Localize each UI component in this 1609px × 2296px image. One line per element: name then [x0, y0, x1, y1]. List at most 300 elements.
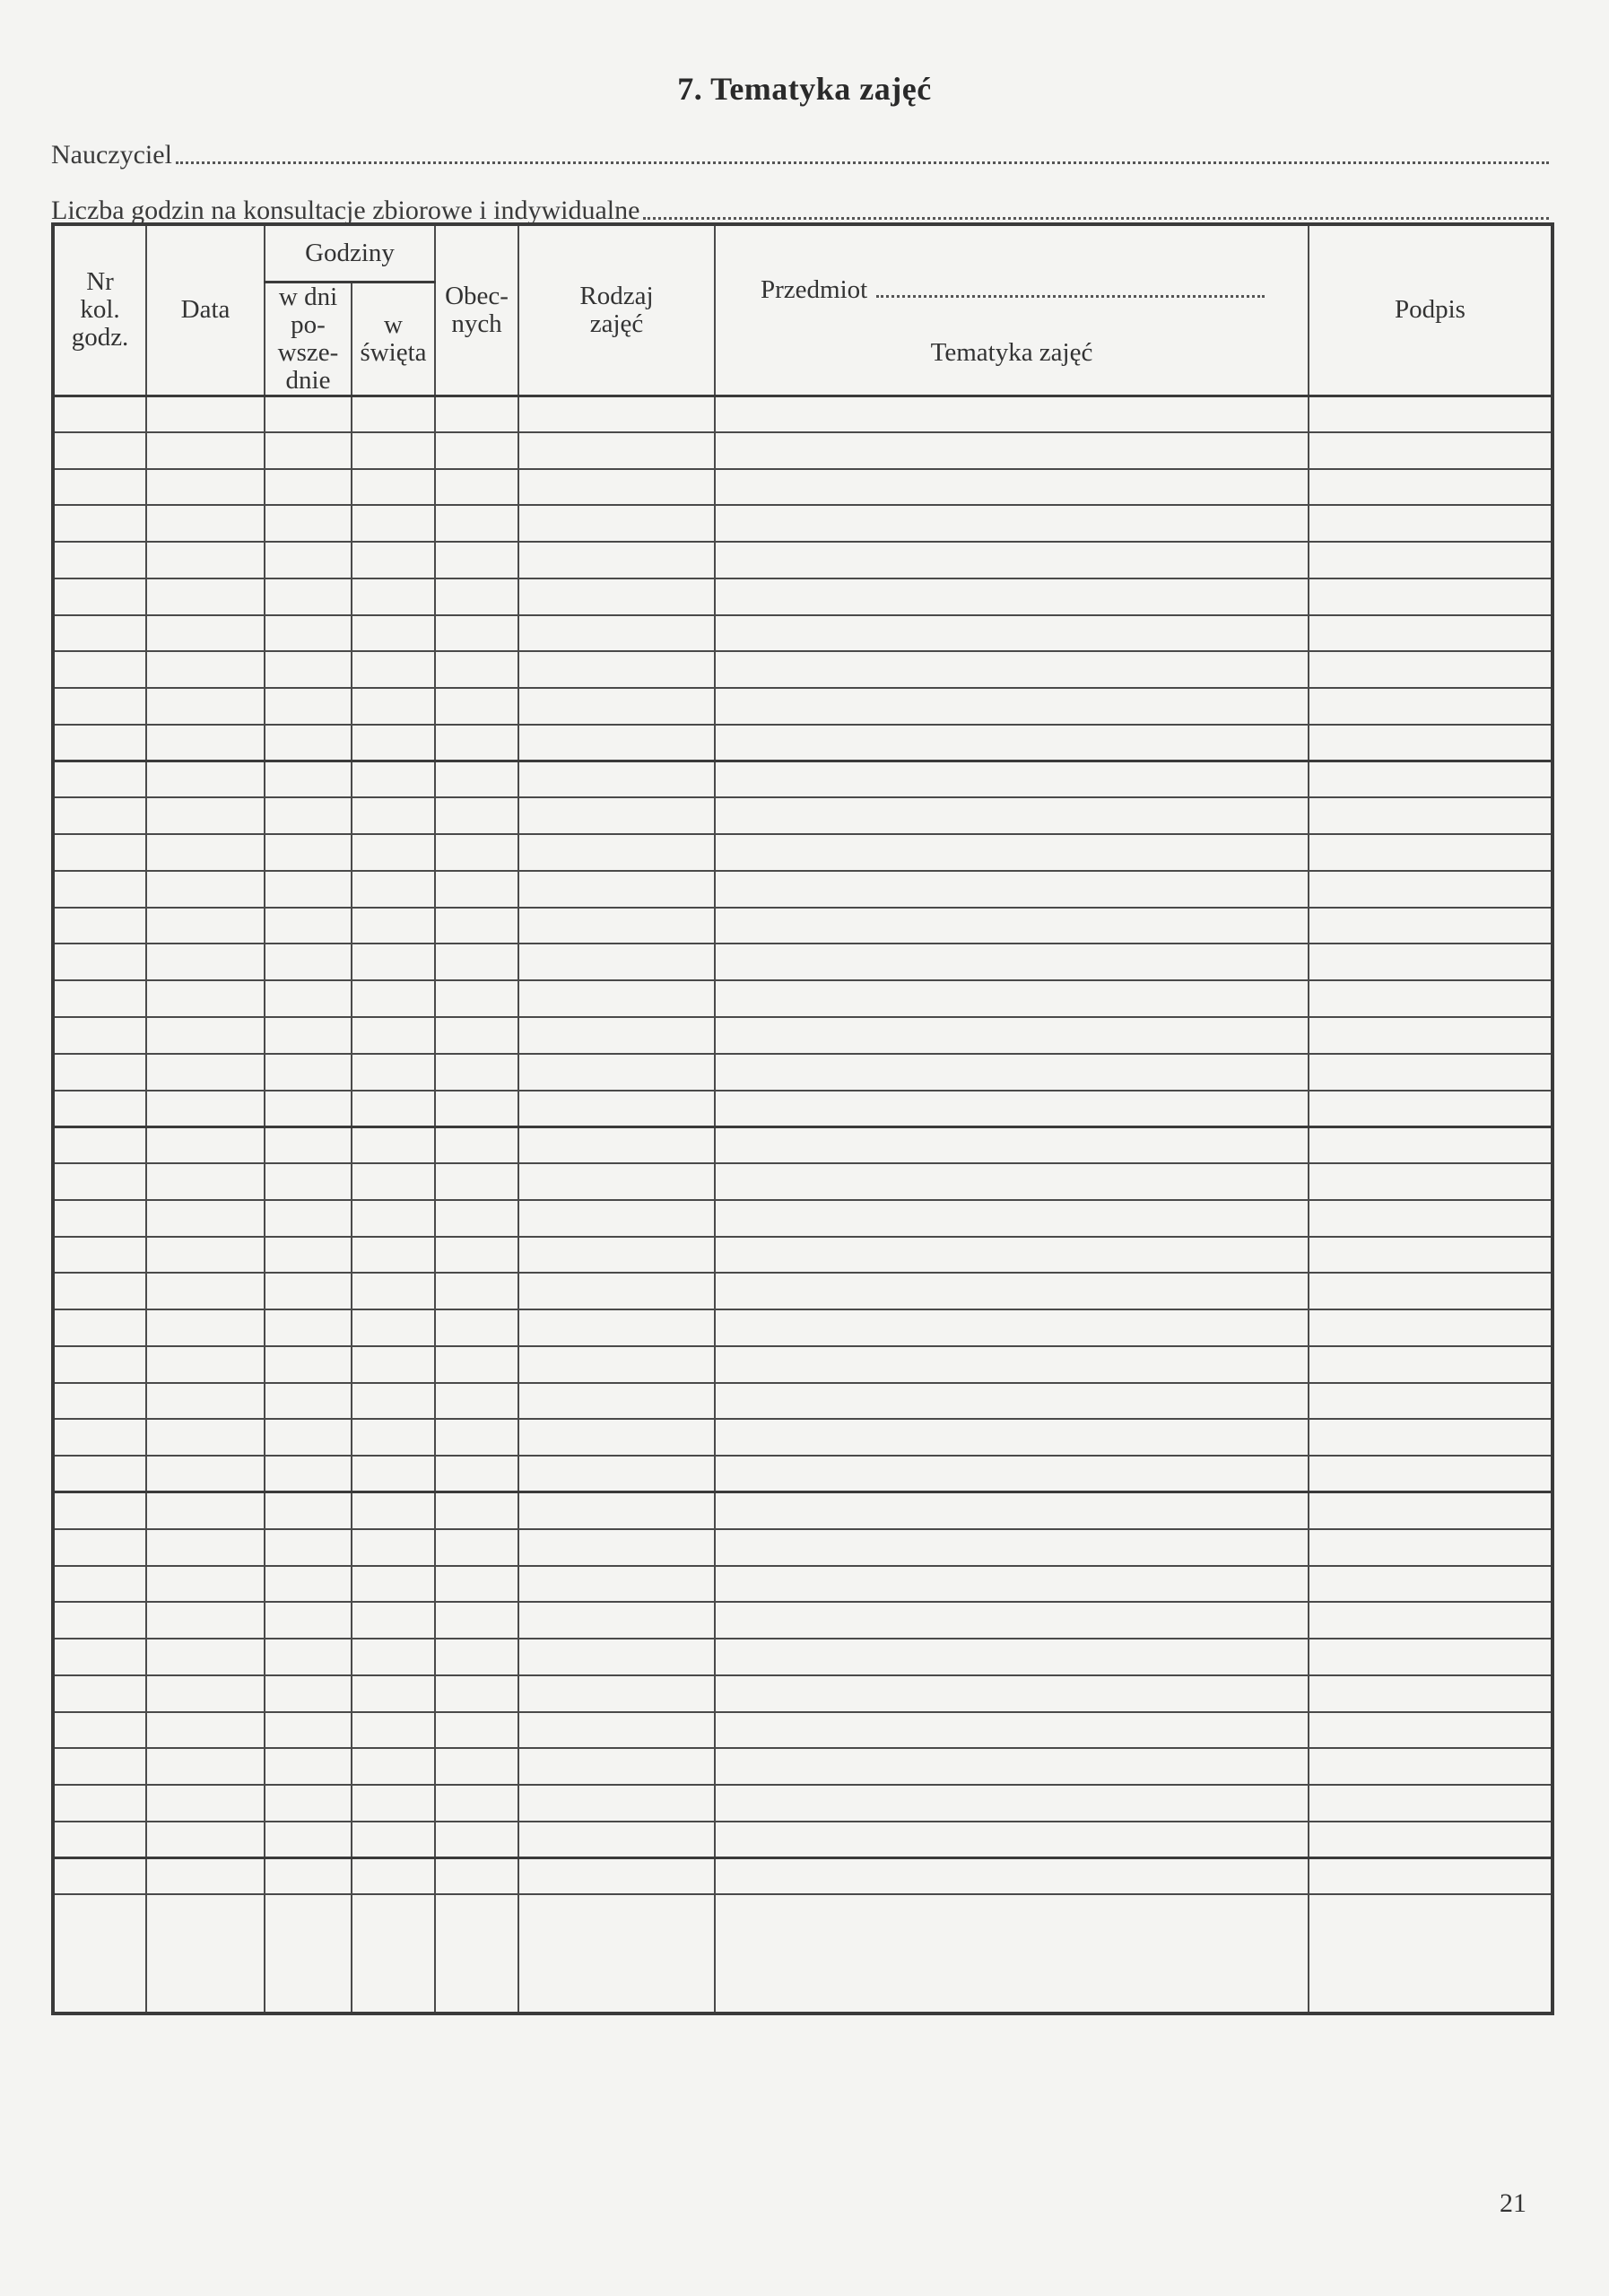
cell-obecnych[interactable]: [435, 1748, 518, 1785]
cell-tematyka[interactable]: [715, 1566, 1309, 1603]
cell-obecnych[interactable]: [435, 1566, 518, 1603]
cell-nr[interactable]: [53, 1419, 146, 1456]
cell-data[interactable]: [146, 1091, 265, 1127]
przedmiot-field[interactable]: [761, 276, 1265, 304]
cell-podpis[interactable]: [1309, 1200, 1552, 1237]
cell-podpis[interactable]: [1309, 797, 1552, 834]
cell-tematyka[interactable]: [715, 469, 1309, 506]
cell-weekdays[interactable]: [265, 797, 352, 834]
cell-tematyka[interactable]: [715, 1748, 1309, 1785]
cell-podpis[interactable]: [1309, 1419, 1552, 1456]
cell-data[interactable]: [146, 1017, 265, 1054]
cell-tematyka[interactable]: [715, 1346, 1309, 1383]
cell-nr[interactable]: [53, 725, 146, 761]
cell-obecnych[interactable]: [435, 1858, 518, 1895]
cell-holidays[interactable]: [352, 1602, 435, 1639]
cell-weekdays[interactable]: [265, 944, 352, 980]
cell-rodzaj[interactable]: [518, 1785, 715, 1822]
cell-holidays[interactable]: [352, 1419, 435, 1456]
cell-data[interactable]: [146, 871, 265, 908]
cell-holidays[interactable]: [352, 908, 435, 944]
cell-tematyka[interactable]: [715, 1163, 1309, 1200]
cell-data[interactable]: [146, 396, 265, 432]
cell-obecnych[interactable]: [435, 1091, 518, 1127]
cell-podpis[interactable]: [1309, 1126, 1552, 1163]
cell-tematyka[interactable]: [715, 432, 1309, 469]
cell-obecnych[interactable]: [435, 797, 518, 834]
cell-nr[interactable]: [53, 1126, 146, 1163]
cell-data[interactable]: [146, 469, 265, 506]
cell-nr[interactable]: [53, 1639, 146, 1675]
cell-rodzaj[interactable]: [518, 1566, 715, 1603]
cell-nr[interactable]: [53, 1054, 146, 1091]
cell-data[interactable]: [146, 1822, 265, 1858]
cell-holidays[interactable]: [352, 834, 435, 871]
cell-data[interactable]: [146, 1492, 265, 1529]
cell-data[interactable]: [146, 1894, 265, 2013]
cell-podpis[interactable]: [1309, 1822, 1552, 1858]
cell-holidays[interactable]: [352, 871, 435, 908]
cell-rodzaj[interactable]: [518, 542, 715, 578]
cell-weekdays[interactable]: [265, 432, 352, 469]
cell-holidays[interactable]: [352, 725, 435, 761]
cell-data[interactable]: [146, 432, 265, 469]
cell-nr[interactable]: [53, 871, 146, 908]
cell-tematyka[interactable]: [715, 944, 1309, 980]
cell-obecnych[interactable]: [435, 651, 518, 688]
cell-weekdays[interactable]: [265, 980, 352, 1017]
cell-rodzaj[interactable]: [518, 1675, 715, 1712]
cell-tematyka[interactable]: [715, 1675, 1309, 1712]
cell-tematyka[interactable]: [715, 797, 1309, 834]
cell-obecnych[interactable]: [435, 469, 518, 506]
cell-tematyka[interactable]: [715, 505, 1309, 542]
cell-weekdays[interactable]: [265, 1785, 352, 1822]
cell-rodzaj[interactable]: [518, 1419, 715, 1456]
cell-obecnych[interactable]: [435, 505, 518, 542]
cell-data[interactable]: [146, 1456, 265, 1492]
cell-podpis[interactable]: [1309, 761, 1552, 798]
cell-podpis[interactable]: [1309, 1566, 1552, 1603]
cell-tematyka[interactable]: [715, 1456, 1309, 1492]
cell-nr[interactable]: [53, 1822, 146, 1858]
cell-tematyka[interactable]: [715, 578, 1309, 615]
cell-weekdays[interactable]: [265, 1602, 352, 1639]
cell-rodzaj[interactable]: [518, 1237, 715, 1274]
cell-podpis[interactable]: [1309, 542, 1552, 578]
cell-obecnych[interactable]: [435, 1675, 518, 1712]
cell-holidays[interactable]: [352, 1346, 435, 1383]
cell-holidays[interactable]: [352, 1163, 435, 1200]
cell-holidays[interactable]: [352, 1822, 435, 1858]
cell-data[interactable]: [146, 1785, 265, 1822]
cell-tematyka[interactable]: [715, 1602, 1309, 1639]
cell-holidays[interactable]: [352, 505, 435, 542]
cell-rodzaj[interactable]: [518, 944, 715, 980]
cell-podpis[interactable]: [1309, 834, 1552, 871]
cell-nr[interactable]: [53, 1237, 146, 1274]
cell-weekdays[interactable]: [265, 871, 352, 908]
cell-nr[interactable]: [53, 1017, 146, 1054]
cell-nr[interactable]: [53, 1492, 146, 1529]
cell-tematyka[interactable]: [715, 1017, 1309, 1054]
cell-holidays[interactable]: [352, 1894, 435, 2013]
cell-holidays[interactable]: [352, 1273, 435, 1309]
cell-rodzaj[interactable]: [518, 578, 715, 615]
cell-weekdays[interactable]: [265, 725, 352, 761]
cell-nr[interactable]: [53, 542, 146, 578]
cell-rodzaj[interactable]: [518, 396, 715, 432]
cell-podpis[interactable]: [1309, 980, 1552, 1017]
cell-nr[interactable]: [53, 1383, 146, 1420]
cell-data[interactable]: [146, 1419, 265, 1456]
cell-weekdays[interactable]: [265, 1822, 352, 1858]
cell-rodzaj[interactable]: [518, 1346, 715, 1383]
cell-podpis[interactable]: [1309, 432, 1552, 469]
cell-holidays[interactable]: [352, 1200, 435, 1237]
cell-nr[interactable]: [53, 797, 146, 834]
consultation-hours-dotted-line[interactable]: [643, 217, 1549, 220]
cell-data[interactable]: [146, 1639, 265, 1675]
cell-data[interactable]: [146, 1126, 265, 1163]
cell-obecnych[interactable]: [435, 1273, 518, 1309]
cell-nr[interactable]: [53, 688, 146, 725]
cell-rodzaj[interactable]: [518, 432, 715, 469]
cell-data[interactable]: [146, 1602, 265, 1639]
cell-tematyka[interactable]: [715, 1237, 1309, 1274]
cell-podpis[interactable]: [1309, 505, 1552, 542]
cell-nr[interactable]: [53, 834, 146, 871]
cell-obecnych[interactable]: [435, 1492, 518, 1529]
cell-tematyka[interactable]: [715, 1419, 1309, 1456]
cell-holidays[interactable]: [352, 1017, 435, 1054]
cell-podpis[interactable]: [1309, 1054, 1552, 1091]
cell-obecnych[interactable]: [435, 1529, 518, 1566]
cell-tematyka[interactable]: [715, 1894, 1309, 2013]
cell-nr[interactable]: [53, 615, 146, 652]
cell-podpis[interactable]: [1309, 1273, 1552, 1309]
cell-holidays[interactable]: [352, 432, 435, 469]
cell-holidays[interactable]: [352, 396, 435, 432]
cell-tematyka[interactable]: [715, 1529, 1309, 1566]
cell-nr[interactable]: [53, 1200, 146, 1237]
cell-podpis[interactable]: [1309, 651, 1552, 688]
cell-nr[interactable]: [53, 944, 146, 980]
cell-rodzaj[interactable]: [518, 1383, 715, 1420]
cell-rodzaj[interactable]: [518, 1273, 715, 1309]
cell-holidays[interactable]: [352, 1748, 435, 1785]
cell-tematyka[interactable]: [715, 980, 1309, 1017]
cell-obecnych[interactable]: [435, 542, 518, 578]
cell-obecnych[interactable]: [435, 615, 518, 652]
cell-podpis[interactable]: [1309, 1529, 1552, 1566]
cell-nr[interactable]: [53, 1529, 146, 1566]
cell-obecnych[interactable]: [435, 432, 518, 469]
cell-obecnych[interactable]: [435, 1456, 518, 1492]
cell-rodzaj[interactable]: [518, 1822, 715, 1858]
cell-holidays[interactable]: [352, 761, 435, 798]
cell-rodzaj[interactable]: [518, 651, 715, 688]
cell-podpis[interactable]: [1309, 725, 1552, 761]
cell-podpis[interactable]: [1309, 1639, 1552, 1675]
cell-weekdays[interactable]: [265, 1346, 352, 1383]
cell-holidays[interactable]: [352, 797, 435, 834]
cell-rodzaj[interactable]: [518, 1163, 715, 1200]
cell-obecnych[interactable]: [435, 1126, 518, 1163]
cell-data[interactable]: [146, 834, 265, 871]
cell-podpis[interactable]: [1309, 908, 1552, 944]
cell-data[interactable]: [146, 688, 265, 725]
cell-obecnych[interactable]: [435, 1419, 518, 1456]
cell-podpis[interactable]: [1309, 944, 1552, 980]
cell-data[interactable]: [146, 1054, 265, 1091]
cell-tematyka[interactable]: [715, 1383, 1309, 1420]
cell-data[interactable]: [146, 1200, 265, 1237]
cell-obecnych[interactable]: [435, 1163, 518, 1200]
cell-data[interactable]: [146, 761, 265, 798]
cell-obecnych[interactable]: [435, 1346, 518, 1383]
cell-weekdays[interactable]: [265, 1894, 352, 2013]
cell-tematyka[interactable]: [715, 1492, 1309, 1529]
cell-rodzaj[interactable]: [518, 1309, 715, 1346]
cell-obecnych[interactable]: [435, 1309, 518, 1346]
cell-tematyka[interactable]: [715, 396, 1309, 432]
cell-obecnych[interactable]: [435, 871, 518, 908]
cell-data[interactable]: [146, 1858, 265, 1895]
cell-podpis[interactable]: [1309, 1346, 1552, 1383]
cell-rodzaj[interactable]: [518, 871, 715, 908]
cell-holidays[interactable]: [352, 615, 435, 652]
cell-nr[interactable]: [53, 651, 146, 688]
cell-tematyka[interactable]: [715, 908, 1309, 944]
cell-rodzaj[interactable]: [518, 1602, 715, 1639]
cell-nr[interactable]: [53, 908, 146, 944]
cell-data[interactable]: [146, 1346, 265, 1383]
cell-weekdays[interactable]: [265, 1712, 352, 1749]
cell-rodzaj[interactable]: [518, 1529, 715, 1566]
cell-nr[interactable]: [53, 1566, 146, 1603]
cell-nr[interactable]: [53, 1346, 146, 1383]
cell-nr[interactable]: [53, 1602, 146, 1639]
cell-podpis[interactable]: [1309, 1456, 1552, 1492]
cell-holidays[interactable]: [352, 1237, 435, 1274]
cell-tematyka[interactable]: [715, 1309, 1309, 1346]
cell-nr[interactable]: [53, 432, 146, 469]
cell-rodzaj[interactable]: [518, 1456, 715, 1492]
cell-weekdays[interactable]: [265, 1054, 352, 1091]
cell-podpis[interactable]: [1309, 1602, 1552, 1639]
cell-weekdays[interactable]: [265, 1237, 352, 1274]
cell-holidays[interactable]: [352, 944, 435, 980]
cell-weekdays[interactable]: [265, 1492, 352, 1529]
cell-rodzaj[interactable]: [518, 1748, 715, 1785]
cell-data[interactable]: [146, 725, 265, 761]
cell-weekdays[interactable]: [265, 505, 352, 542]
cell-weekdays[interactable]: [265, 1858, 352, 1895]
cell-holidays[interactable]: [352, 542, 435, 578]
cell-holidays[interactable]: [352, 1126, 435, 1163]
cell-podpis[interactable]: [1309, 1675, 1552, 1712]
cell-data[interactable]: [146, 1675, 265, 1712]
cell-holidays[interactable]: [352, 1091, 435, 1127]
cell-weekdays[interactable]: [265, 651, 352, 688]
cell-data[interactable]: [146, 1237, 265, 1274]
przedmiot-dotted-line[interactable]: [876, 295, 1265, 298]
cell-weekdays[interactable]: [265, 1639, 352, 1675]
cell-tematyka[interactable]: [715, 1785, 1309, 1822]
cell-tematyka[interactable]: [715, 1273, 1309, 1309]
cell-obecnych[interactable]: [435, 1894, 518, 2013]
cell-podpis[interactable]: [1309, 615, 1552, 652]
cell-data[interactable]: [146, 615, 265, 652]
cell-nr[interactable]: [53, 1456, 146, 1492]
cell-podpis[interactable]: [1309, 1748, 1552, 1785]
cell-obecnych[interactable]: [435, 908, 518, 944]
cell-weekdays[interactable]: [265, 1273, 352, 1309]
cell-tematyka[interactable]: [715, 834, 1309, 871]
cell-podpis[interactable]: [1309, 871, 1552, 908]
cell-tematyka[interactable]: [715, 615, 1309, 652]
cell-nr[interactable]: [53, 578, 146, 615]
cell-rodzaj[interactable]: [518, 1492, 715, 1529]
cell-weekdays[interactable]: [265, 1163, 352, 1200]
cell-podpis[interactable]: [1309, 1785, 1552, 1822]
cell-holidays[interactable]: [352, 1785, 435, 1822]
cell-holidays[interactable]: [352, 1712, 435, 1749]
cell-weekdays[interactable]: [265, 1529, 352, 1566]
cell-obecnych[interactable]: [435, 980, 518, 1017]
cell-podpis[interactable]: [1309, 469, 1552, 506]
cell-data[interactable]: [146, 1163, 265, 1200]
cell-nr[interactable]: [53, 980, 146, 1017]
cell-holidays[interactable]: [352, 1456, 435, 1492]
cell-holidays[interactable]: [352, 1566, 435, 1603]
cell-tematyka[interactable]: [715, 1091, 1309, 1127]
cell-tematyka[interactable]: [715, 1200, 1309, 1237]
cell-weekdays[interactable]: [265, 542, 352, 578]
cell-holidays[interactable]: [352, 1858, 435, 1895]
cell-tematyka[interactable]: [715, 1822, 1309, 1858]
cell-rodzaj[interactable]: [518, 761, 715, 798]
cell-data[interactable]: [146, 1529, 265, 1566]
teacher-field[interactable]: [51, 135, 1549, 170]
cell-rodzaj[interactable]: [518, 1054, 715, 1091]
cell-tematyka[interactable]: [715, 725, 1309, 761]
cell-podpis[interactable]: [1309, 1712, 1552, 1749]
cell-holidays[interactable]: [352, 469, 435, 506]
cell-weekdays[interactable]: [265, 1200, 352, 1237]
cell-nr[interactable]: [53, 1712, 146, 1749]
cell-data[interactable]: [146, 908, 265, 944]
cell-podpis[interactable]: [1309, 1309, 1552, 1346]
cell-podpis[interactable]: [1309, 1237, 1552, 1274]
cell-tematyka[interactable]: [715, 1126, 1309, 1163]
cell-nr[interactable]: [53, 1785, 146, 1822]
cell-weekdays[interactable]: [265, 1383, 352, 1420]
cell-rodzaj[interactable]: [518, 908, 715, 944]
cell-weekdays[interactable]: [265, 688, 352, 725]
cell-data[interactable]: [146, 1273, 265, 1309]
cell-nr[interactable]: [53, 1309, 146, 1346]
cell-weekdays[interactable]: [265, 1748, 352, 1785]
cell-obecnych[interactable]: [435, 1712, 518, 1749]
cell-data[interactable]: [146, 578, 265, 615]
cell-nr[interactable]: [53, 505, 146, 542]
cell-rodzaj[interactable]: [518, 1200, 715, 1237]
cell-podpis[interactable]: [1309, 1492, 1552, 1529]
cell-rodzaj[interactable]: [518, 1712, 715, 1749]
cell-data[interactable]: [146, 505, 265, 542]
teacher-dotted-line[interactable]: [176, 161, 1549, 164]
cell-weekdays[interactable]: [265, 1419, 352, 1456]
cell-rodzaj[interactable]: [518, 688, 715, 725]
cell-data[interactable]: [146, 1383, 265, 1420]
cell-data[interactable]: [146, 651, 265, 688]
cell-nr[interactable]: [53, 396, 146, 432]
cell-holidays[interactable]: [352, 1639, 435, 1675]
cell-rodzaj[interactable]: [518, 1858, 715, 1895]
cell-holidays[interactable]: [352, 1529, 435, 1566]
cell-rodzaj[interactable]: [518, 505, 715, 542]
cell-weekdays[interactable]: [265, 1309, 352, 1346]
cell-tematyka[interactable]: [715, 1054, 1309, 1091]
cell-weekdays[interactable]: [265, 1675, 352, 1712]
consultation-hours-field[interactable]: [51, 190, 1549, 226]
cell-nr[interactable]: [53, 1894, 146, 2013]
cell-rodzaj[interactable]: [518, 469, 715, 506]
cell-obecnych[interactable]: [435, 1383, 518, 1420]
cell-rodzaj[interactable]: [518, 1126, 715, 1163]
cell-nr[interactable]: [53, 1091, 146, 1127]
cell-obecnych[interactable]: [435, 761, 518, 798]
cell-holidays[interactable]: [352, 688, 435, 725]
cell-weekdays[interactable]: [265, 396, 352, 432]
cell-nr[interactable]: [53, 1858, 146, 1895]
cell-rodzaj[interactable]: [518, 1017, 715, 1054]
cell-obecnych[interactable]: [435, 1602, 518, 1639]
cell-holidays[interactable]: [352, 578, 435, 615]
cell-holidays[interactable]: [352, 1383, 435, 1420]
cell-holidays[interactable]: [352, 1675, 435, 1712]
cell-holidays[interactable]: [352, 651, 435, 688]
cell-tematyka[interactable]: [715, 761, 1309, 798]
cell-podpis[interactable]: [1309, 1017, 1552, 1054]
cell-podpis[interactable]: [1309, 1894, 1552, 2013]
cell-rodzaj[interactable]: [518, 1639, 715, 1675]
cell-data[interactable]: [146, 980, 265, 1017]
cell-podpis[interactable]: [1309, 396, 1552, 432]
cell-nr[interactable]: [53, 469, 146, 506]
cell-data[interactable]: [146, 1712, 265, 1749]
cell-obecnych[interactable]: [435, 1785, 518, 1822]
cell-holidays[interactable]: [352, 980, 435, 1017]
cell-weekdays[interactable]: [265, 615, 352, 652]
cell-nr[interactable]: [53, 1675, 146, 1712]
cell-weekdays[interactable]: [265, 761, 352, 798]
cell-podpis[interactable]: [1309, 688, 1552, 725]
cell-weekdays[interactable]: [265, 578, 352, 615]
cell-obecnych[interactable]: [435, 688, 518, 725]
cell-rodzaj[interactable]: [518, 725, 715, 761]
cell-weekdays[interactable]: [265, 1126, 352, 1163]
cell-weekdays[interactable]: [265, 1456, 352, 1492]
cell-holidays[interactable]: [352, 1054, 435, 1091]
cell-obecnych[interactable]: [435, 1054, 518, 1091]
cell-obecnych[interactable]: [435, 1237, 518, 1274]
cell-obecnych[interactable]: [435, 834, 518, 871]
cell-obecnych[interactable]: [435, 1017, 518, 1054]
cell-podpis[interactable]: [1309, 578, 1552, 615]
